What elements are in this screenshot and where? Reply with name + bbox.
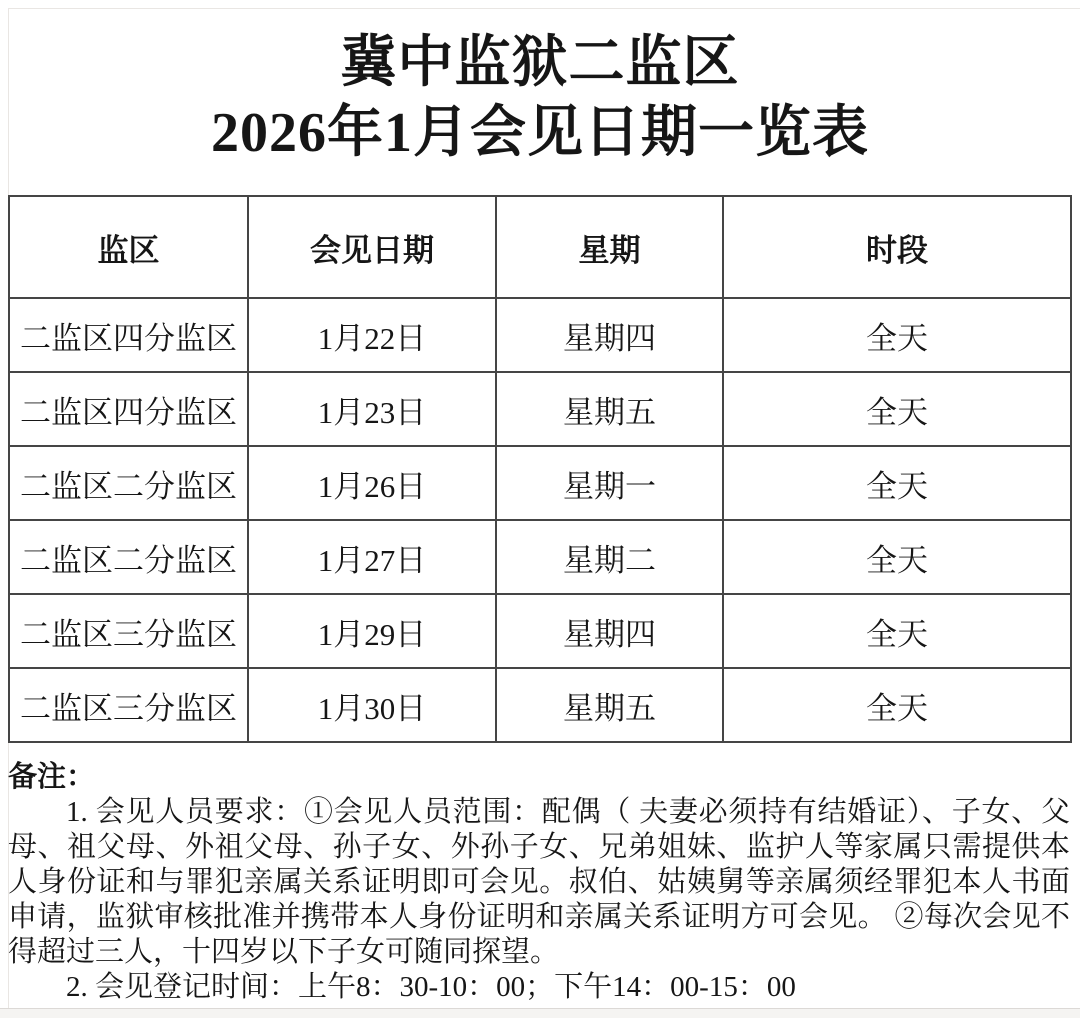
- cell-weekday: 星期一: [496, 446, 723, 520]
- cell-date: 1月27日: [248, 520, 496, 594]
- cell-date: 1月30日: [248, 668, 496, 742]
- cell-weekday: 星期五: [496, 668, 723, 742]
- notes-label: 备注：: [8, 761, 96, 793]
- cell-district: 二监区四分监区: [9, 372, 248, 446]
- cell-district: 二监区二分监区: [9, 446, 248, 520]
- title-line-2: 2026年1月会见日期一览表: [211, 102, 869, 164]
- cell-weekday: 星期二: [496, 520, 723, 594]
- page-title: [0, 28, 1080, 168]
- note-visitor-requirements: 1. 会见人员要求：①会见人员范围：配偶（ 夫妻必须持有结婚证）、子女、父母、祖父母、外祖父母、孙子女、外孙子女、兄弟姐妹、监护人等家属只需提供本人身份证和与罪犯亲属关系证明即可会见。叔伯、姑姨舅等亲属须经罪犯本人书面申请，监狱审核批准并携带本人身份证明和亲属关系证明方可会见。 ②每次会见不得超过三人，十四岁以下子女可随同探望。: [8, 796, 1070, 968]
- cell-district: 二监区三分监区: [9, 594, 248, 668]
- column-header-district: 监区: [9, 196, 248, 298]
- visit-schedule-table: [8, 195, 1072, 743]
- cell-district: 二监区四分监区: [9, 298, 248, 372]
- note-registration-time: 2. 会见登记时间：上午8：30-10：00；下午14：00-15：00: [66, 971, 796, 1003]
- cell-weekday: 星期五: [496, 372, 723, 446]
- table-row: [9, 668, 1071, 742]
- table-row: [9, 446, 1071, 520]
- cell-date: 1月23日: [248, 372, 496, 446]
- cell-weekday: 星期四: [496, 298, 723, 372]
- column-header-date: 会见日期: [248, 196, 496, 298]
- cell-period: 全天: [723, 594, 1071, 668]
- title-line-1: 冀中监狱二监区: [340, 32, 740, 94]
- table-row: [9, 298, 1071, 372]
- cell-period: 全天: [723, 520, 1071, 594]
- cell-period: 全天: [723, 668, 1071, 742]
- cell-district: 二监区二分监区: [9, 520, 248, 594]
- table-row: [9, 594, 1071, 668]
- cell-date: 1月26日: [248, 446, 496, 520]
- cell-weekday: 星期四: [496, 594, 723, 668]
- cell-date: 1月22日: [248, 298, 496, 372]
- scan-edge-bottom: [0, 1008, 1080, 1018]
- cell-date: 1月29日: [248, 594, 496, 668]
- table-row: [9, 372, 1071, 446]
- header-row: [9, 196, 1071, 298]
- scan-edge-top: [8, 8, 1080, 9]
- column-header-weekday: 星期: [496, 196, 723, 298]
- cell-period: 全天: [723, 372, 1071, 446]
- cell-period: 全天: [723, 298, 1071, 372]
- cell-district: 二监区三分监区: [9, 668, 248, 742]
- column-header-period: 时段: [723, 196, 1071, 298]
- notes-section: [8, 760, 1070, 1005]
- cell-period: 全天: [723, 446, 1071, 520]
- table-row: [9, 520, 1071, 594]
